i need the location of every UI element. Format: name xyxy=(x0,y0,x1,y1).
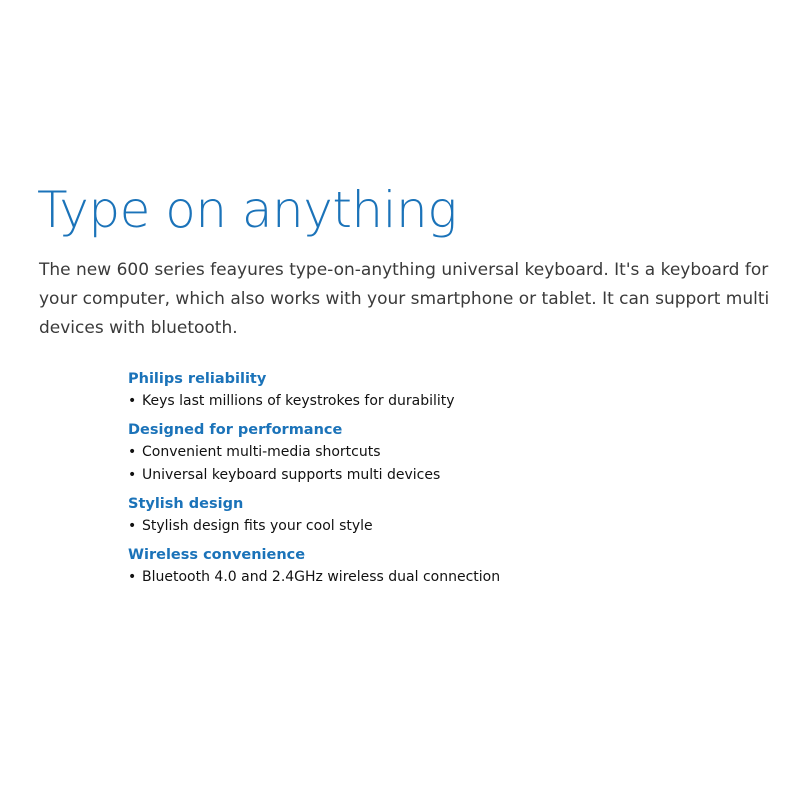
feature-heading: Wireless convenience xyxy=(128,547,306,563)
feature-item-text: Stylish design fits your cool style xyxy=(142,518,373,534)
feature-item-text: Bluetooth 4.0 and 2.4GHz wireless dual connection xyxy=(142,569,501,585)
headline: Type on anything xyxy=(37,181,457,239)
feature-items xyxy=(128,441,768,487)
feature-items xyxy=(128,390,768,413)
feature-item xyxy=(128,515,768,538)
feature-item xyxy=(128,390,768,413)
intro-paragraph: The new 600 series feayures type-on-anything universal keyboard. It's a keyboard for your computer, which also works with your smartphone or tablet. It can support multi devices with bluetooth. xyxy=(39,260,770,338)
feature-items xyxy=(128,566,768,589)
feature-list xyxy=(128,368,768,595)
feature-heading: Designed for performance xyxy=(128,422,343,438)
bullet-icon: • xyxy=(128,444,137,460)
feature-item xyxy=(128,566,768,589)
feature-items xyxy=(128,515,768,538)
feature-heading: Stylish design xyxy=(128,496,244,512)
bullet-icon: • xyxy=(128,393,137,409)
feature-item-text: Convenient multi-media shortcuts xyxy=(142,444,381,460)
feature-group-reliability xyxy=(128,368,768,413)
feature-group-performance xyxy=(128,419,768,487)
bullet-icon: • xyxy=(128,518,137,534)
bullet-icon: • xyxy=(128,467,137,483)
feature-item-text: Keys last millions of keystrokes for durability xyxy=(142,393,455,409)
feature-item xyxy=(128,441,768,464)
feature-heading: Philips reliability xyxy=(128,371,267,387)
bullet-icon: • xyxy=(128,569,137,585)
feature-item-text: Universal keyboard supports multi devices xyxy=(142,467,441,483)
feature-group-wireless xyxy=(128,544,768,589)
feature-group-design xyxy=(128,493,768,538)
feature-item xyxy=(128,464,768,487)
